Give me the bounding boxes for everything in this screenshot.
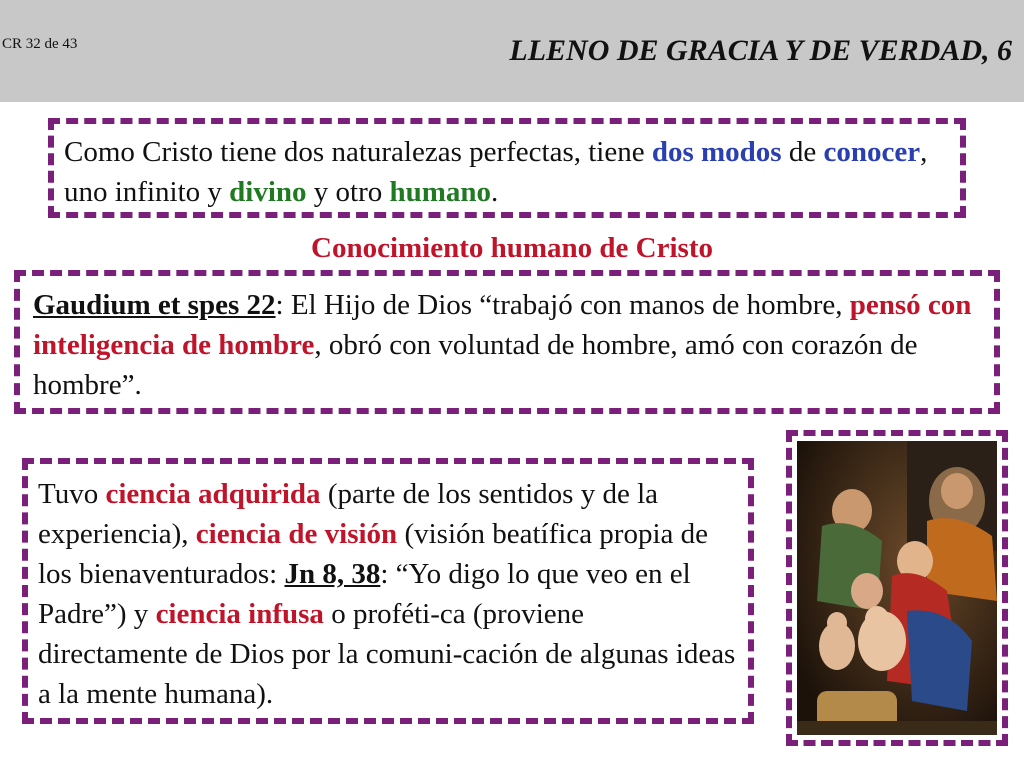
intro-part-2: de — [781, 136, 824, 168]
conocer-highlight: conocer — [823, 136, 921, 168]
header-bar — [0, 0, 1024, 102]
holy-family-painting — [797, 441, 997, 735]
ciencia-part-2: (parte de los sentidos y de la experiencia), — [38, 478, 658, 550]
gaudium-part-1: : El Hijo de Dios “trabajó con manos de hombre, — [275, 289, 850, 321]
ciencia-text — [38, 474, 740, 714]
section-heading: Conocimiento humano de Cristo — [311, 232, 713, 264]
gaudium-part-2: , obró con voluntad de hombre, amó con corazón de hombre”. — [33, 329, 918, 401]
gaudium-reference: Gaudium et spes 22 — [33, 289, 276, 321]
intro-part-3: , uno infinito y — [64, 136, 928, 208]
ciencia-part-5: o proféti-ca (proviene directamente de Dios por la comuni-cación de algunas ideas a la mente humana). — [38, 598, 736, 710]
ciencia-vision-highlight: ciencia de visión — [195, 518, 398, 550]
holy-family-painting-frame — [786, 430, 1008, 746]
slide-title: LLENO DE GRACIA Y DE VERDAD, 6 — [509, 34, 1012, 67]
humano-highlight: humano — [389, 176, 492, 208]
intro-text — [64, 132, 948, 212]
intro-part-4: y otro — [306, 176, 390, 208]
gaudium-box — [14, 270, 1000, 414]
intro-box — [48, 118, 966, 218]
inteligencia-highlight: pensó con inteligencia de hombre — [33, 289, 972, 361]
divino-highlight: divino — [229, 176, 307, 208]
ciencia-box — [22, 458, 754, 724]
intro-part-1: Como Cristo tiene dos naturalezas perfectas, tiene — [64, 136, 652, 168]
ciencia-adquirida-highlight: ciencia adquirida — [105, 478, 321, 510]
dos-modos-highlight: dos modos — [651, 136, 782, 168]
ciencia-infusa-highlight: ciencia infusa — [155, 598, 324, 630]
slide-counter: CR 32 de 43 — [2, 36, 78, 52]
intro-part-5: . — [491, 176, 499, 208]
ciencia-part-1: Tuvo — [38, 478, 106, 510]
gaudium-text — [33, 285, 984, 405]
ciencia-part-4: : “Yo digo lo que veo en el Padre”) y — [38, 558, 691, 630]
ciencia-part-3: (visión beatífica propia de los bienaventurados: — [38, 518, 709, 590]
john-reference: Jn 8, 38 — [284, 558, 381, 590]
